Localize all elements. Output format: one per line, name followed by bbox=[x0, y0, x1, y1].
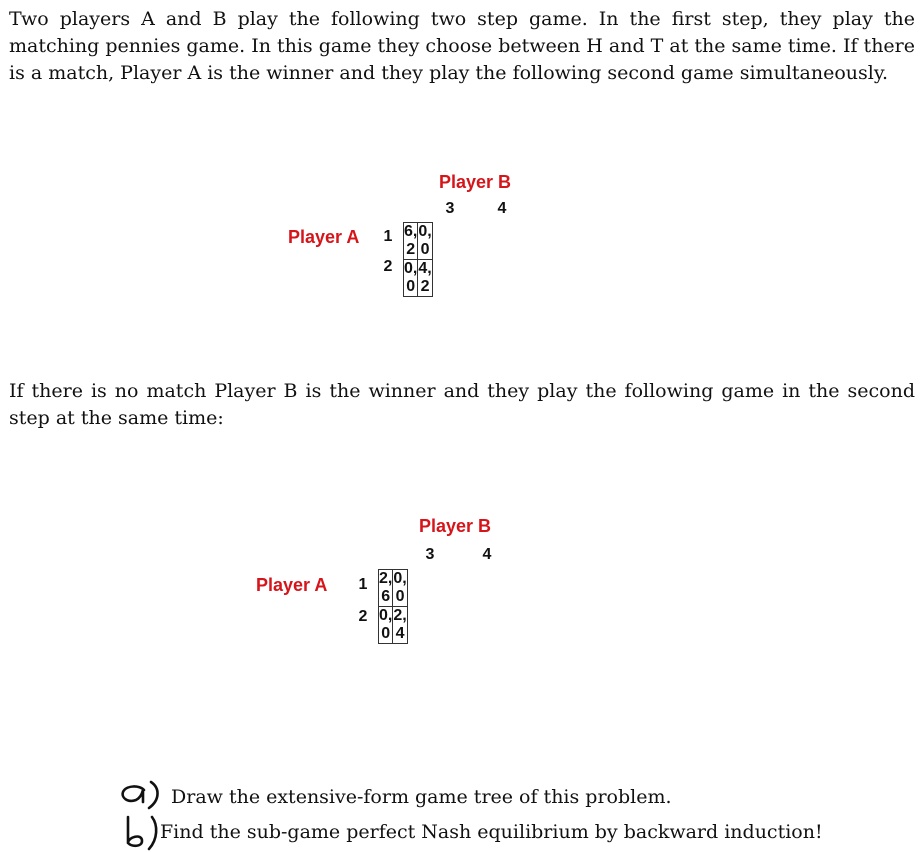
payoff-cell: 0, 0 bbox=[404, 260, 418, 295]
column-strategy-3: 3 bbox=[445, 200, 455, 217]
column-strategy-4: 4 bbox=[482, 546, 492, 563]
question-b-text: Find the sub-game perfect Nash equilibrium by backward induction! bbox=[160, 821, 823, 843]
payoff-table bbox=[403, 222, 433, 297]
payoff-cell: 0, 0 bbox=[379, 607, 393, 642]
column-player-label: Player B bbox=[419, 516, 492, 536]
row-player-label: Player A bbox=[288, 227, 360, 247]
payoff-cell: 2, 6 bbox=[379, 570, 393, 605]
payoff-cell: 0, 0 bbox=[393, 570, 407, 605]
row-player-label: Player A bbox=[256, 575, 328, 595]
handwritten-a-marker bbox=[118, 776, 164, 816]
payoff-table bbox=[378, 569, 408, 644]
row-strategy-1: 1 bbox=[383, 228, 393, 245]
payoff-cell: 0, 0 bbox=[418, 223, 432, 258]
intro-paragraph: Two players A and B play the following two step game. In the first step, they play the matching pennies game. In this game they choose between H and T at the same time. If there is a match, Player A is the winner and they play the following second game simultaneously. bbox=[9, 8, 915, 84]
row-strategy-2: 2 bbox=[383, 258, 393, 275]
column-strategy-3: 3 bbox=[425, 546, 435, 563]
question-a-text: Draw the extensive-form game tree of this problem. bbox=[171, 786, 672, 808]
column-player-label: Player B bbox=[439, 172, 512, 192]
payoff-cell: 6, 2 bbox=[404, 223, 418, 258]
payoff-cell: 2, 4 bbox=[393, 607, 407, 642]
row-strategy-1: 1 bbox=[358, 576, 368, 593]
column-strategy-4: 4 bbox=[497, 200, 507, 217]
middle-paragraph: If there is no match Player B is the winner and they play the following game in the second step at the same time: bbox=[9, 380, 915, 429]
payoff-cell: 4, 2 bbox=[418, 260, 432, 295]
row-strategy-2: 2 bbox=[358, 608, 368, 625]
handwritten-b-marker bbox=[120, 811, 160, 852]
